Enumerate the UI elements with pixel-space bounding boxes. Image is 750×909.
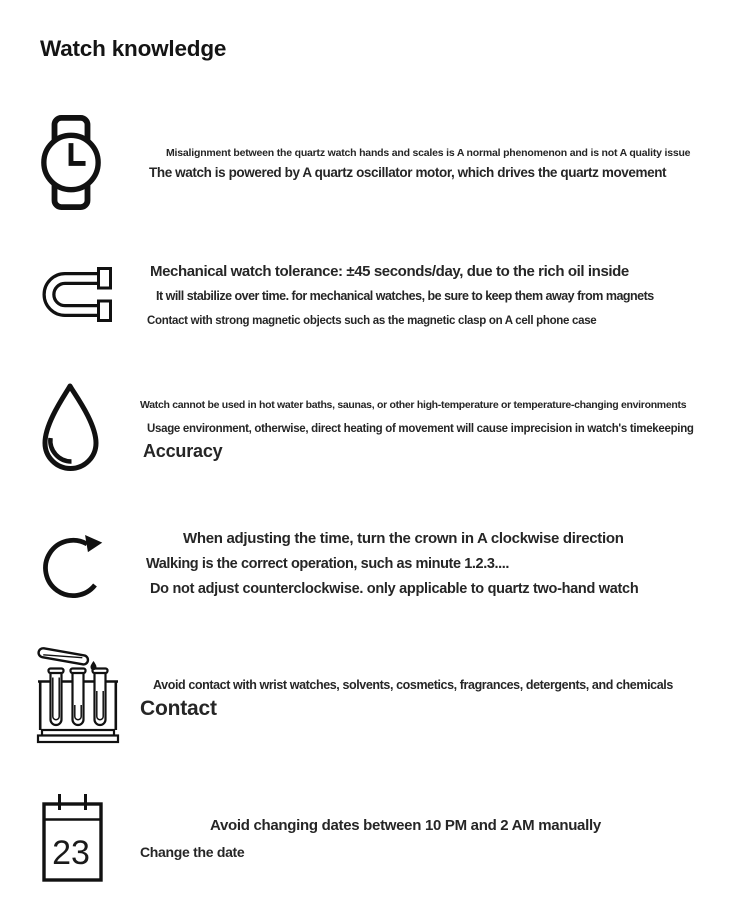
contact-heading: Contact bbox=[140, 697, 217, 720]
crown-sub-text: Walking is the correct operation, such as minute 1.2.3.... bbox=[146, 556, 510, 572]
page-title: Watch knowledge bbox=[40, 36, 227, 61]
magnet-note-text: Contact with strong magnetic objects such as the magnetic clasp on A cell phone case bbox=[147, 315, 597, 327]
chemicals-note-text: Avoid contact with wrist watches, solvents, cosmetics, fragrances, detergents, and chemicals bbox=[153, 678, 673, 692]
crown-note-text: Do not adjust counterclockwise. only applicable to quartz two-hand watch bbox=[150, 581, 639, 597]
crown-main-text: When adjusting the time, turn the crown in A clockwise direction bbox=[183, 530, 624, 547]
date-sub-text: Change the date bbox=[140, 844, 245, 860]
quartz-note-text: Misalignment between the quartz watch hands and scales is A normal phenomenon and is not A quality issue bbox=[166, 147, 691, 159]
test-tubes-icon bbox=[36, 646, 120, 744]
clockwise-arrow-icon bbox=[38, 524, 114, 608]
calendar-icon bbox=[41, 791, 104, 884]
accuracy-heading: Accuracy bbox=[143, 441, 223, 461]
quartz-main-text: The watch is powered by A quartz oscillator motor, which drives the quartz movement bbox=[149, 165, 667, 180]
water-note-text: Watch cannot be used in hot water baths, saunas, or other high-temperature or temperature-changing environments bbox=[140, 399, 687, 411]
magnet-sub-text: It will stabilize over time. for mechanical watches, be sure to keep them away from magnets bbox=[156, 289, 654, 303]
calendar-day-number: 23 bbox=[52, 834, 90, 872]
magnet-icon bbox=[38, 263, 112, 325]
date-main-text: Avoid changing dates between 10 PM and 2 AM manually bbox=[210, 817, 601, 834]
wristwatch-icon bbox=[39, 113, 103, 212]
water-sub-text: Usage environment, otherwise, direct heating of movement will cause imprecision in watch's timekeeping bbox=[147, 423, 694, 435]
magnet-main-text: Mechanical watch tolerance: ±45 seconds/day, due to the rich oil inside bbox=[150, 263, 629, 280]
water-drop-icon bbox=[36, 382, 104, 477]
